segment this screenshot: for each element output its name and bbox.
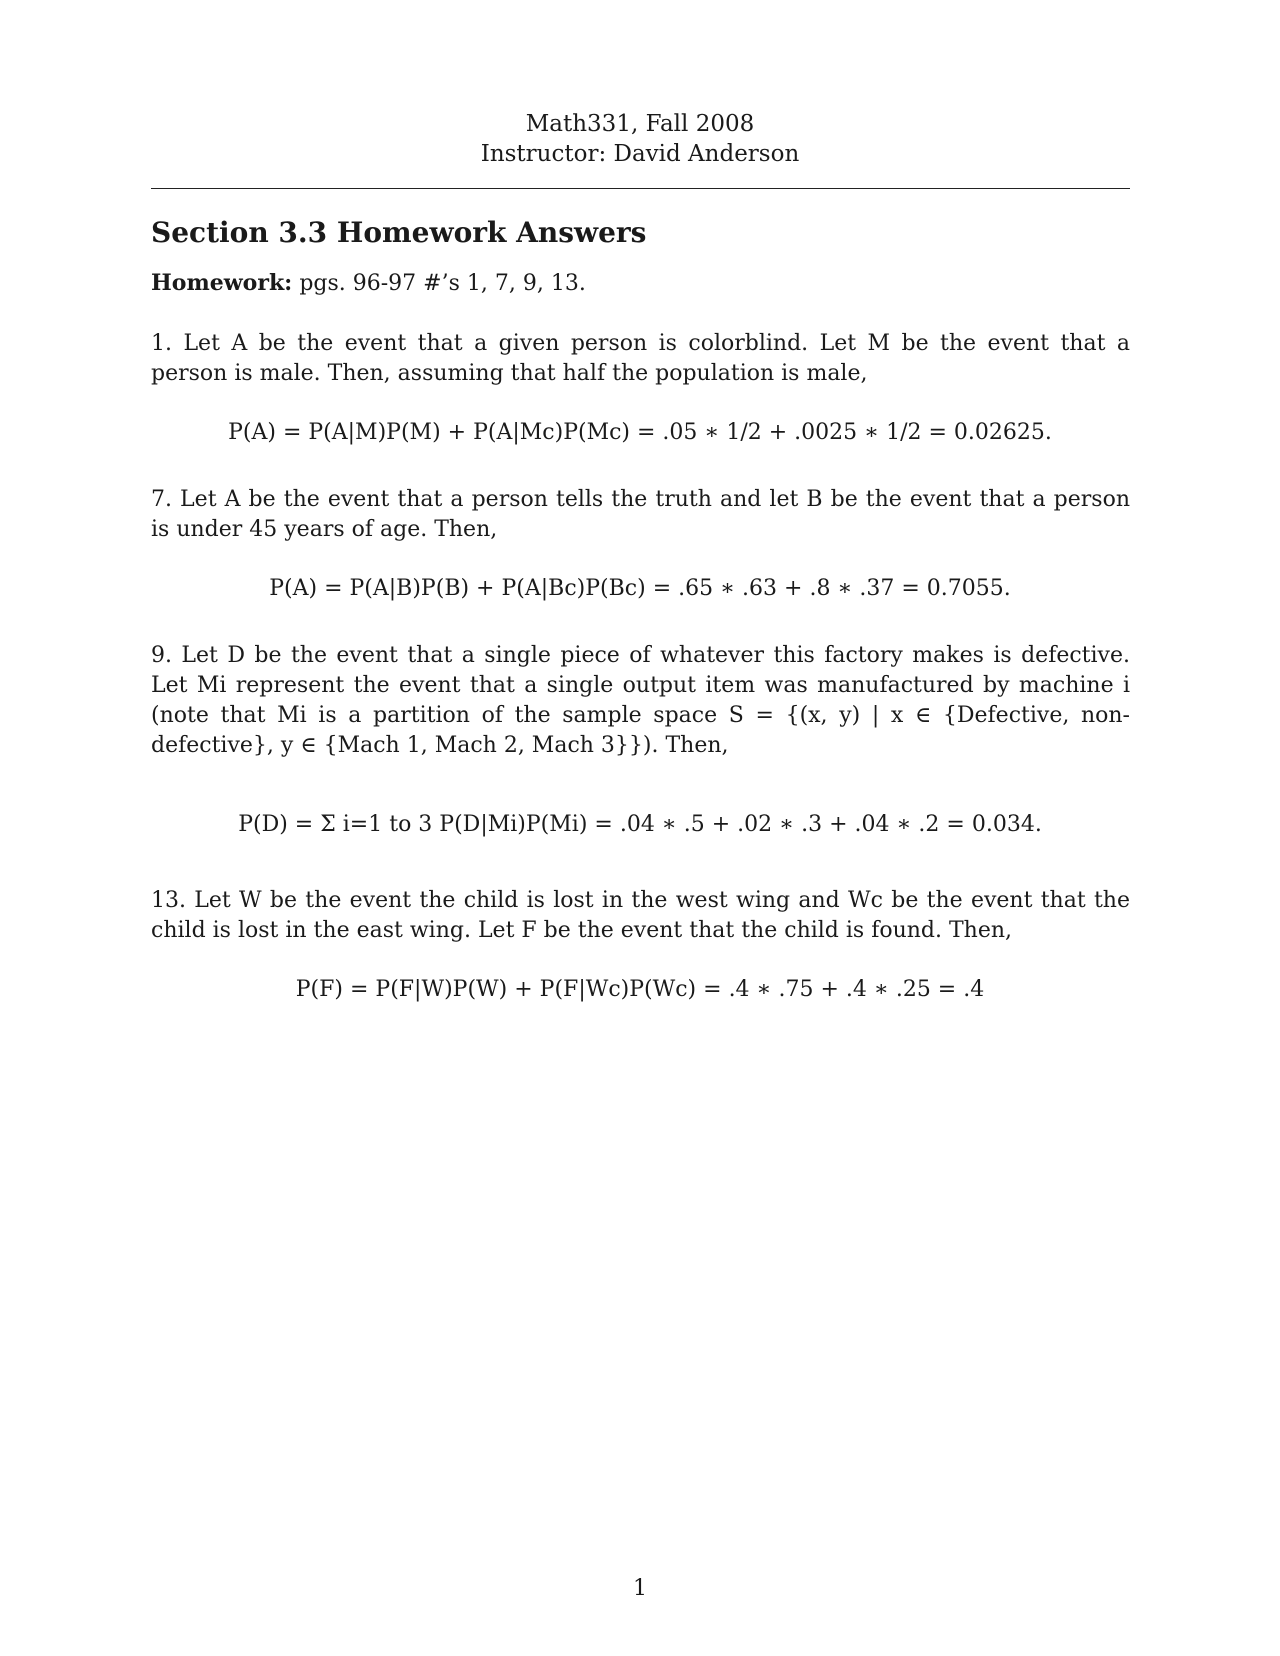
homework-label: Homework: — [151, 270, 293, 296]
problem-7-equation: P(A) = P(A|B)P(B) + P(A|Bc)P(Bc) = .65 ∗ .63 + .8 ∗ .37 = 0.7055. — [269, 576, 1011, 601]
header-rule — [151, 188, 1130, 189]
problem-1-text: 1. Let A be the event that a given person is colorblind. Let M be the event that a person is male. Then, assuming that half the population is male, — [151, 331, 1130, 386]
problem-13-equation: P(F) = P(F|W)P(W) + P(F|Wc)P(Wc) = .4 ∗ .75 + .4 ∗ .25 = .4 — [295, 977, 985, 1002]
instructor-line: Instructor: David Anderson — [480, 141, 800, 167]
problem-1-equation: P(A) = P(A|M)P(M) + P(A|Mc)P(Mc) = .05 ∗ 1/2 + .0025 ∗ 1/2 = 0.02625. — [228, 420, 1052, 445]
problem-13-text: 13. Let W be the event the child is lost in the west wing and Wc be the event that the child is lost in the east wing. Let F be the event that the child is found. Then, — [151, 888, 1130, 943]
page-title: Section 3.3 Homework Answers — [151, 216, 647, 249]
course-line: Math331, Fall 2008 — [525, 111, 755, 137]
homework-line — [151, 270, 586, 296]
problem-7-text: 7. Let A be the event that a person tells the truth and let B be the event that a person is under 45 years of age. Then, — [151, 487, 1130, 542]
homework-text: pgs. 96-97 #’s 1, 7, 9, 13. — [299, 271, 586, 296]
problem-9-equation: P(D) = Σ i=1 to 3 P(D|Mi)P(Mi) = .04 ∗ .5 + .02 ∗ .3 + .04 ∗ .2 = 0.034. — [238, 812, 1042, 837]
problem-9-text: 9. Let D be the event that a single piece of whatever this factory makes is defective. Let Mi represent the event that a single output item was manufactured by machine i (note that Mi is a partition of the sample space S = {(x, y) | x ∈ {Defective, non-defective}, y ∈ {Mach 1, Mach 2, Mach 3}}). Then, — [151, 643, 1130, 758]
page-number: 1 — [633, 1576, 647, 1601]
